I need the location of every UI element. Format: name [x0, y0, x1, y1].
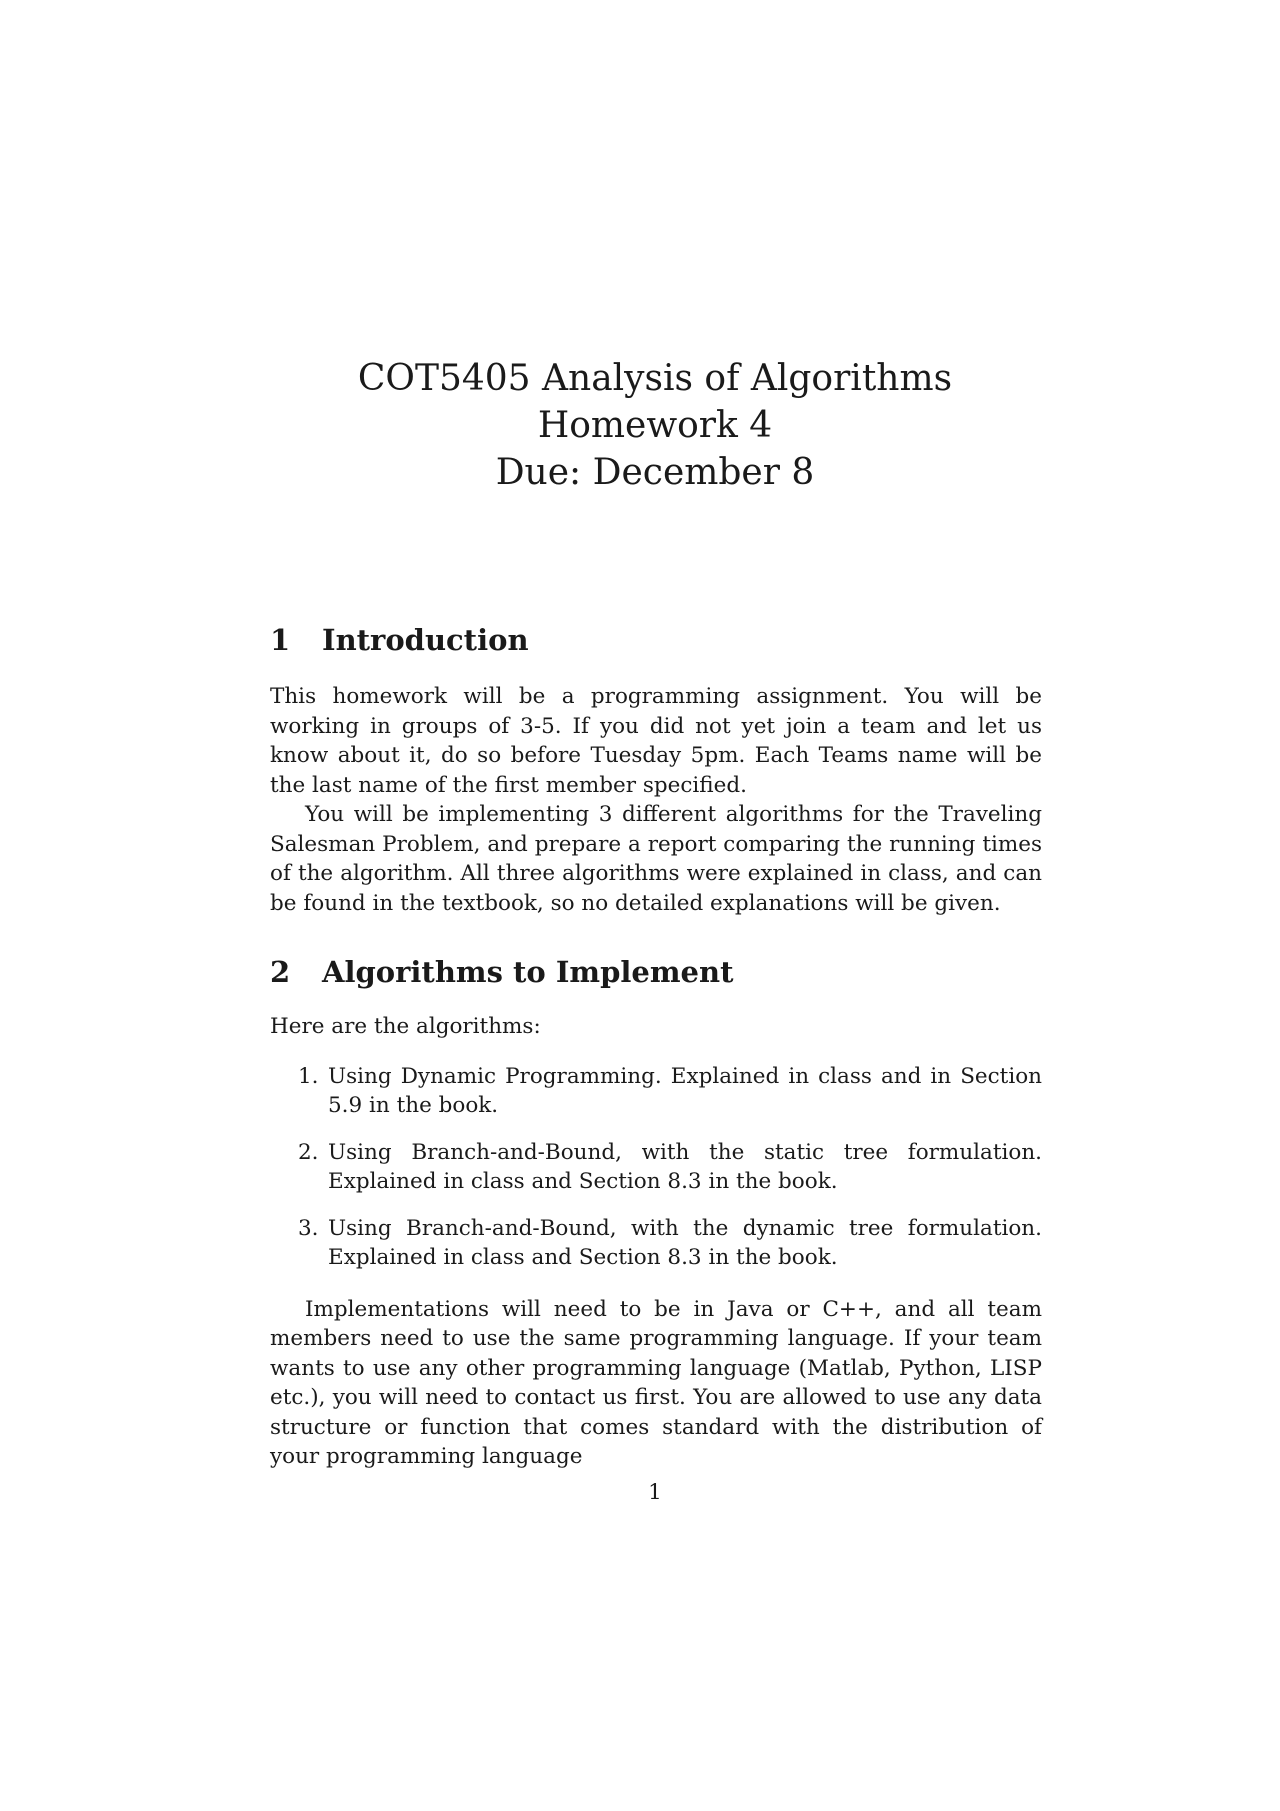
list-item	[270, 1138, 1042, 1197]
paragraph: You will be implementing 3 different algorithms for the Traveling Salesman Problem, and prepare a report comparing the running times of the algorithm. All three algorithms were explained in class, and can be found in the textbook, so no detailed explanations will be given.	[270, 802, 1042, 916]
algorithm-list	[270, 1062, 1042, 1273]
section-number: 2	[270, 955, 291, 989]
section-title: Algorithms to Implement	[322, 955, 734, 989]
section-number: 1	[270, 623, 291, 657]
list-item	[270, 1062, 1042, 1121]
document-body	[270, 620, 1042, 1472]
paragraph: Here are the algorithms:	[270, 1014, 541, 1039]
list-marker: 1.	[298, 1063, 319, 1089]
list-marker: 3.	[298, 1215, 319, 1241]
list-item-text: Using Branch-and-Bound, with the static tree formulation. Explained in class and Section 8.3 in the book.	[328, 1139, 1042, 1194]
section-title: Introduction	[322, 623, 529, 657]
due-date: Due: December 8	[495, 452, 815, 493]
paragraph: This homework will be a programming assignment. You will be working in groups of 3-5. If you did not yet join a team and let us know about it, do so before Tuesday 5pm. Each Teams name will be the last name of the first member specified.	[270, 684, 1042, 798]
list-item-text: Using Branch-and-Bound, with the dynamic tree formulation. Explained in class and Section 8.3 in the book.	[328, 1215, 1042, 1270]
paragraph: Implementations will need to be in Java or C++, and all team members need to use the same programming language. If your team wants to use any other programming language (Matlab, Python, LISP etc.), you will need to contact us first. You are allowed to use any data structure or function that comes standard with the distribution of your programming language	[270, 1296, 1042, 1469]
section-heading-algorithms	[270, 952, 1042, 992]
page-number: 1	[648, 1480, 662, 1505]
section-heading-introduction	[270, 620, 1042, 660]
list-item	[270, 1214, 1042, 1273]
list-item-text: Using Dynamic Programming. Explained in class and in Section 5.9 in the book.	[328, 1063, 1042, 1118]
title-block	[0, 355, 1280, 496]
course-title: COT5405 Analysis of Algorithms	[357, 358, 953, 399]
list-marker: 2.	[298, 1139, 319, 1165]
homework-title: Homework 4	[537, 405, 773, 446]
